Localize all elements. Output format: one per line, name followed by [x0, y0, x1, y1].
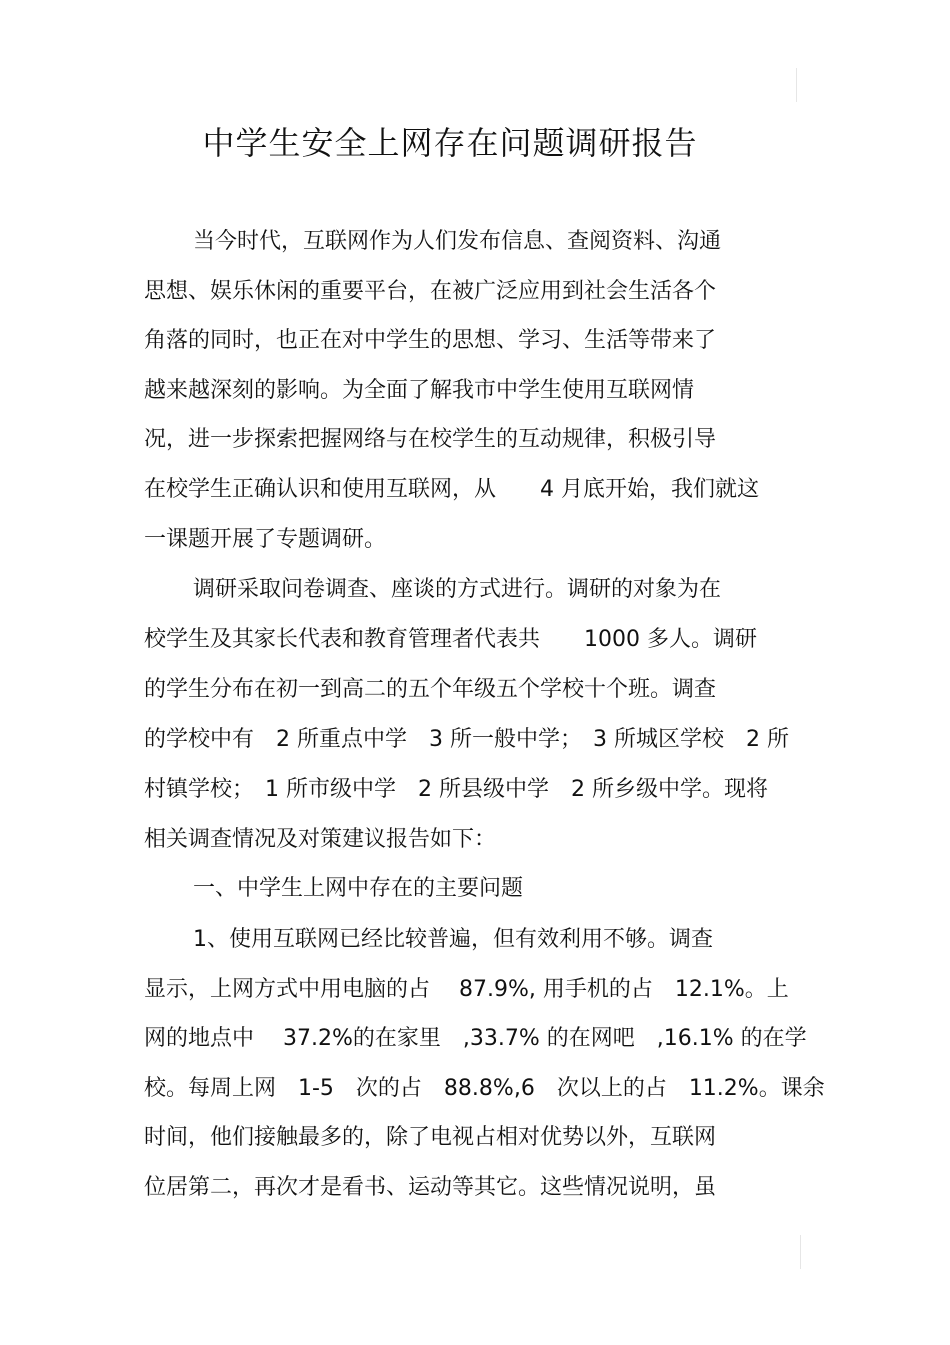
paragraph-line: 网的地点中 37.2%的在家里 ,33.7% 的在网吧 ,16.1% 的在学: [144, 1026, 807, 1051]
paragraph-line: 的学校中有 2 所重点中学 3 所一般中学； 3 所城区学校 2 所: [144, 727, 789, 752]
page-edge-mark-bottom: [800, 1235, 801, 1269]
paragraph-line: 越来越深刻的影响。为全面了解我市中学生使用互联网情: [144, 378, 695, 403]
paragraph-line: 况，进一步探索把握网络与在校学生的互动规律，积极引导: [144, 427, 717, 452]
paragraph-line: 思想、娱乐休闲的重要平台，在被广泛应用到社会生活各个: [144, 279, 717, 304]
paragraph-line: 角落的同时，也正在对中学生的思想、学习、生活等带来了: [144, 328, 717, 353]
paragraph-line: 时间，他们接触最多的，除了电视占相对优势以外，互联网: [144, 1125, 717, 1150]
page-edge-mark-top: [796, 68, 797, 102]
paragraph-line: 1、使用互联网已经比较普遍，但有效利用不够。调查: [193, 927, 713, 952]
paragraph-line: 位居第二，再次才是看书、运动等其它。这些情况说明，虽: [144, 1175, 717, 1200]
paragraph-line: 当今时代，互联网作为人们发布信息、查阅资料、沟通: [193, 229, 722, 254]
document-title: 中学生安全上网存在问题调研报告: [202, 124, 698, 162]
paragraph-line: 一课题开展了专题调研。: [144, 527, 387, 552]
paragraph-line: 调研采取问卷调查、座谈的方式进行。调研的对象为在: [193, 577, 722, 602]
paragraph-line: 校学生及其家长代表和教育管理者代表共 1000 多人。调研: [144, 627, 757, 652]
paragraph-line: 相关调查情况及对策建议报告如下：: [144, 827, 497, 852]
paragraph-line: 在校学生正确认识和使用互联网，从 4 月底开始，我们就这: [144, 477, 759, 502]
paragraph-line: 的学生分布在初一到高二的五个年级五个学校十个班。调查: [144, 677, 717, 702]
paragraph-line: 显示，上网方式中用电脑的占 87.9%, 用手机的占 12.1%。上: [144, 977, 789, 1002]
paragraph-line: 村镇学校； 1 所市级中学 2 所县级中学 2 所乡级中学。现将: [144, 777, 768, 802]
paragraph-line: 校。每周上网 1-5 次的占 88.8%,6 次以上的占 11.2%。课余: [144, 1076, 825, 1101]
section-heading: 一、中学生上网中存在的主要问题: [193, 876, 524, 901]
